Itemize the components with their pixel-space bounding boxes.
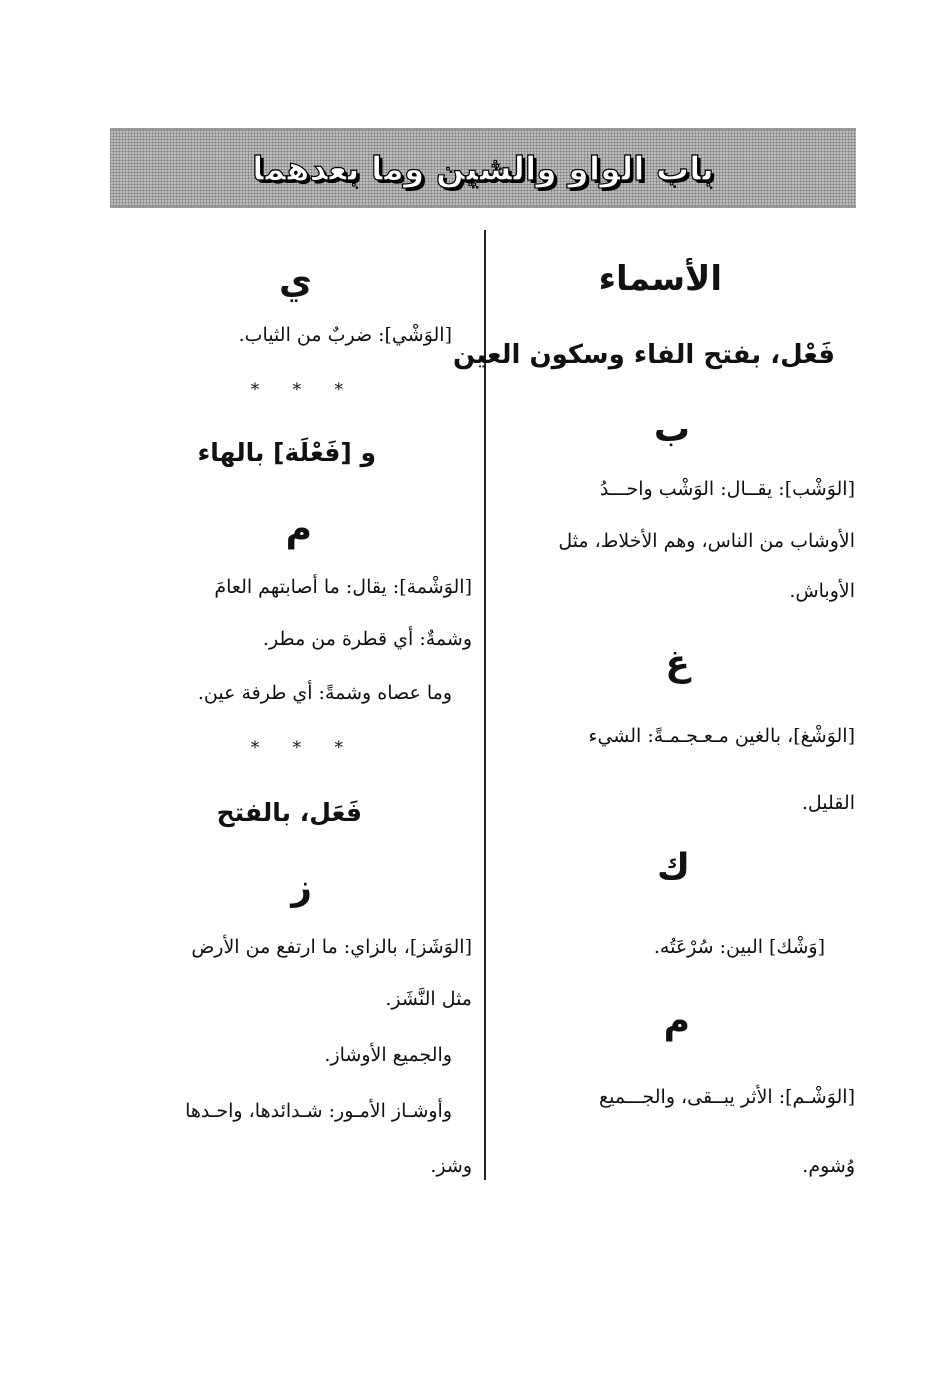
letter-heading-zay: ز — [291, 867, 312, 908]
letter-heading-mim: م — [663, 1001, 690, 1042]
entry-line: القليل. — [801, 792, 855, 814]
column-divider — [484, 230, 486, 1180]
entry-line: [الوَشْغ]، بالغين مـعـجـمـةً: الشيء — [588, 725, 855, 747]
pattern-heading: فَعَل، بالفتح — [216, 798, 362, 827]
entry-line: [الوَشْـم]: الأثر يبــقى، والجـــميع — [598, 1086, 855, 1108]
letter-heading-ba: ب — [653, 409, 690, 450]
entry-line: والجميع الأوشاز. — [324, 1044, 452, 1066]
entry-line: [الوَشْب]: يقــال: الوَشْب واحـــدُ — [599, 478, 855, 500]
entry-line: وشمةٌ: أي قطرة من مطر. — [262, 628, 472, 650]
chapter-banner — [110, 128, 856, 208]
entry-line: [الوَشْي]: ضربٌ من الثياب. — [238, 324, 452, 346]
letter-heading-ya: ي — [279, 261, 312, 302]
entry-line: وُشوم. — [802, 1155, 855, 1177]
separator-stars: * * * — [250, 738, 357, 758]
entry-line: [الوَشْمة]: يقال: ما أصابتهم العامَ — [214, 576, 472, 598]
entry-line: الأوباش. — [789, 580, 855, 602]
letter-heading-mim: م — [285, 509, 312, 550]
entry-line: مثل النَّشَز. — [385, 988, 472, 1010]
separator-stars: * * * — [250, 380, 357, 400]
entry-line: [وَشْك] البين: سُرْعَتُه. — [653, 936, 825, 958]
entry-line: [الوَشَز]، بالزاي: ما ارتفع من الأرض — [191, 936, 472, 958]
pattern-heading: و [فَعْلَة] بالهاء — [197, 438, 376, 467]
entry-line: وشز. — [430, 1155, 472, 1177]
section-heading: الأسماء — [598, 259, 722, 299]
entry-line: الأوشاب من الناس، وهم الأخلاط، مثل — [558, 530, 855, 552]
chapter-title: باب الواو والشين وما بعدهما — [252, 148, 714, 188]
entry-line: وما عصاه وشمةً: أي طرفة عين. — [197, 682, 452, 704]
letter-heading-ghain: غ — [665, 643, 690, 684]
letter-heading-kaf: ك — [657, 847, 690, 888]
entry-line: وأوشـاز الأمـور: شـدائدها، واحـدها — [185, 1100, 452, 1122]
pattern-heading: فَعْل، بفتح الفاء وسكون العين — [453, 340, 835, 370]
